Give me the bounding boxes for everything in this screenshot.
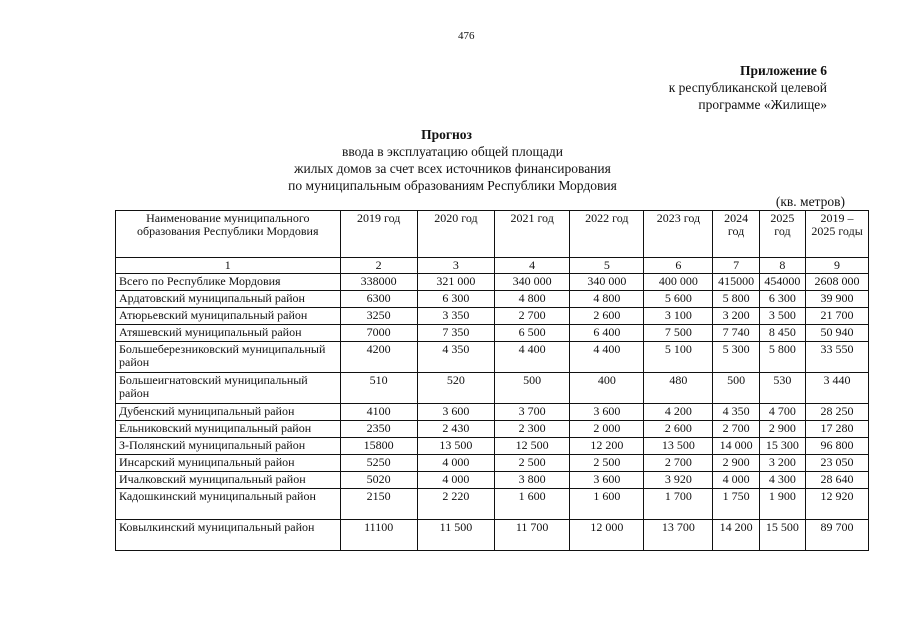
- value-cell: 12 200: [570, 438, 644, 455]
- district-name-cell: Атюрьевский муниципальный район: [116, 308, 341, 325]
- value-cell: 3 350: [417, 308, 494, 325]
- column-header-name: Наименование муниципального образования Республики Мордовия: [116, 211, 341, 258]
- district-name-cell: Дубенский муниципальный район: [116, 404, 341, 421]
- table-row: [116, 438, 869, 455]
- table-row: [116, 342, 869, 373]
- value-cell: 11 700: [495, 520, 570, 551]
- value-cell: 5 300: [713, 342, 759, 373]
- column-header-year: 2024 год: [713, 211, 759, 258]
- value-cell: 4 800: [495, 291, 570, 308]
- value-cell: 5 100: [644, 342, 713, 373]
- table-row: [116, 274, 869, 291]
- value-cell: 11100: [340, 520, 417, 551]
- value-cell: 50 940: [806, 325, 869, 342]
- value-cell: 39 900: [806, 291, 869, 308]
- value-cell: 5020: [340, 472, 417, 489]
- value-cell: 7 350: [417, 325, 494, 342]
- value-cell: 4 200: [644, 404, 713, 421]
- value-cell: 3 200: [759, 455, 805, 472]
- value-cell: 2 700: [713, 421, 759, 438]
- value-cell: 13 700: [644, 520, 713, 551]
- value-cell: 5 800: [759, 342, 805, 373]
- table-row: [116, 472, 869, 489]
- value-cell: 4 400: [570, 342, 644, 373]
- value-cell: 4 000: [417, 472, 494, 489]
- value-cell: 5 800: [713, 291, 759, 308]
- value-cell: 1 600: [495, 489, 570, 520]
- forecast-table: [115, 210, 869, 551]
- value-cell: 2150: [340, 489, 417, 520]
- value-cell: 1 600: [570, 489, 644, 520]
- column-header-year: 2021 год: [495, 211, 570, 258]
- table-row: [116, 489, 869, 520]
- appendix-title: Приложение 6: [739, 63, 827, 78]
- table-row: [116, 421, 869, 438]
- value-cell: 6 300: [759, 291, 805, 308]
- value-cell: 28 250: [806, 404, 869, 421]
- district-name-cell: Кадошкинский муниципальный район: [116, 489, 341, 520]
- value-cell: 2350: [340, 421, 417, 438]
- value-cell: 12 000: [570, 520, 644, 551]
- table-row: [116, 308, 869, 325]
- column-number: 7: [713, 258, 759, 274]
- value-cell: 2 600: [570, 308, 644, 325]
- district-name-cell: Большеигнатовский муниципальный район: [116, 373, 341, 404]
- value-cell: 3 200: [713, 308, 759, 325]
- value-cell: 4 800: [570, 291, 644, 308]
- value-cell: 2 900: [713, 455, 759, 472]
- value-cell: 480: [644, 373, 713, 404]
- value-cell: 14 200: [713, 520, 759, 551]
- value-cell: 500: [495, 373, 570, 404]
- value-cell: 3 100: [644, 308, 713, 325]
- value-cell: 1 700: [644, 489, 713, 520]
- value-cell: 23 050: [806, 455, 869, 472]
- value-cell: 3 700: [495, 404, 570, 421]
- column-number: 5: [570, 258, 644, 274]
- value-cell: 13 500: [417, 438, 494, 455]
- value-cell: 3 800: [495, 472, 570, 489]
- value-cell: 7 500: [644, 325, 713, 342]
- value-cell: 4 000: [417, 455, 494, 472]
- value-cell: 17 280: [806, 421, 869, 438]
- value-cell: 2 600: [644, 421, 713, 438]
- value-cell: 11 500: [417, 520, 494, 551]
- document-heading: [0, 126, 905, 194]
- value-cell: 321 000: [417, 274, 494, 291]
- column-number: 3: [417, 258, 494, 274]
- value-cell: 12 920: [806, 489, 869, 520]
- column-header-year: 2019 – 2025 годы: [806, 211, 869, 258]
- value-cell: 340 000: [495, 274, 570, 291]
- value-cell: 21 700: [806, 308, 869, 325]
- page-number: 476: [458, 30, 475, 42]
- value-cell: 15 500: [759, 520, 805, 551]
- table-row: [116, 404, 869, 421]
- value-cell: 3 500: [759, 308, 805, 325]
- value-cell: 4 000: [713, 472, 759, 489]
- value-cell: 2 500: [570, 455, 644, 472]
- value-cell: 15800: [340, 438, 417, 455]
- district-name-cell: Большеберезниковский муниципальный район: [116, 342, 341, 373]
- value-cell: 2 220: [417, 489, 494, 520]
- value-cell: 5250: [340, 455, 417, 472]
- value-cell: 1 900: [759, 489, 805, 520]
- column-header-year: 2023 год: [644, 211, 713, 258]
- value-cell: 4 350: [417, 342, 494, 373]
- column-number: 2: [340, 258, 417, 274]
- district-name-cell: Ковылкинский муниципальный район: [116, 520, 341, 551]
- value-cell: 12 500: [495, 438, 570, 455]
- value-cell: 33 550: [806, 342, 869, 373]
- value-cell: 3 920: [644, 472, 713, 489]
- value-cell: 2608 000: [806, 274, 869, 291]
- value-cell: 500: [713, 373, 759, 404]
- column-number-row: [116, 258, 869, 274]
- column-number: 9: [806, 258, 869, 274]
- district-name-cell: Ельниковский муниципальный район: [116, 421, 341, 438]
- column-number: 6: [644, 258, 713, 274]
- value-cell: 510: [340, 373, 417, 404]
- value-cell: 6300: [340, 291, 417, 308]
- value-cell: 3 600: [570, 404, 644, 421]
- value-cell: 6 300: [417, 291, 494, 308]
- column-header-year: 2020 год: [417, 211, 494, 258]
- value-cell: 2 700: [495, 308, 570, 325]
- value-cell: 340 000: [570, 274, 644, 291]
- value-cell: 6 400: [570, 325, 644, 342]
- value-cell: 415000: [713, 274, 759, 291]
- district-name-cell: Всего по Республике Мордовия: [116, 274, 341, 291]
- column-number: 8: [759, 258, 805, 274]
- district-name-cell: Инсарский муниципальный район: [116, 455, 341, 472]
- value-cell: 7 740: [713, 325, 759, 342]
- value-cell: 4200: [340, 342, 417, 373]
- value-cell: 400 000: [644, 274, 713, 291]
- value-cell: 454000: [759, 274, 805, 291]
- appendix-block: [669, 62, 827, 113]
- value-cell: 3 440: [806, 373, 869, 404]
- heading-line: по муниципальным образованиям Республики Мордовия: [288, 178, 617, 193]
- value-cell: 400: [570, 373, 644, 404]
- value-cell: 2 500: [495, 455, 570, 472]
- value-cell: 89 700: [806, 520, 869, 551]
- value-cell: 13 500: [644, 438, 713, 455]
- district-name-cell: Ичалковский муниципальный район: [116, 472, 341, 489]
- value-cell: 4 300: [759, 472, 805, 489]
- value-cell: 530: [759, 373, 805, 404]
- value-cell: 520: [417, 373, 494, 404]
- district-name-cell: Атяшевский муниципальный район: [116, 325, 341, 342]
- table-row: [116, 291, 869, 308]
- column-header-year: 2025 год: [759, 211, 805, 258]
- heading-title: Прогноз: [421, 127, 472, 142]
- value-cell: 2 430: [417, 421, 494, 438]
- column-number: 4: [495, 258, 570, 274]
- district-name-cell: З-Полянский муниципальный район: [116, 438, 341, 455]
- value-cell: 6 500: [495, 325, 570, 342]
- value-cell: 4 700: [759, 404, 805, 421]
- value-cell: 96 800: [806, 438, 869, 455]
- appendix-line: программе «Жилище»: [698, 97, 827, 112]
- district-name-cell: Ардатовский муниципальный район: [116, 291, 341, 308]
- appendix-line: к республиканской целевой: [668, 80, 827, 95]
- value-cell: 3 600: [570, 472, 644, 489]
- value-cell: 338000: [340, 274, 417, 291]
- value-cell: 5 600: [644, 291, 713, 308]
- table-row: [116, 373, 869, 404]
- table-header-row: [116, 211, 869, 258]
- table-row: [116, 325, 869, 342]
- value-cell: 14 000: [713, 438, 759, 455]
- column-header-year: 2019 год: [340, 211, 417, 258]
- value-cell: 8 450: [759, 325, 805, 342]
- value-cell: 4100: [340, 404, 417, 421]
- units-label: (кв. метров): [775, 194, 845, 209]
- column-number: 1: [116, 258, 341, 274]
- table-row: [116, 455, 869, 472]
- value-cell: 7000: [340, 325, 417, 342]
- value-cell: 3 600: [417, 404, 494, 421]
- value-cell: 4 400: [495, 342, 570, 373]
- value-cell: 28 640: [806, 472, 869, 489]
- column-header-year: 2022 год: [570, 211, 644, 258]
- value-cell: 15 300: [759, 438, 805, 455]
- value-cell: 2 900: [759, 421, 805, 438]
- value-cell: 1 750: [713, 489, 759, 520]
- table-row: [116, 520, 869, 551]
- value-cell: 2 700: [644, 455, 713, 472]
- value-cell: 2 000: [570, 421, 644, 438]
- value-cell: 3250: [340, 308, 417, 325]
- heading-line: ввода в эксплуатацию общей площади: [342, 144, 563, 159]
- heading-line: жилых домов за счет всех источников финансирования: [294, 161, 611, 176]
- value-cell: 2 300: [495, 421, 570, 438]
- value-cell: 4 350: [713, 404, 759, 421]
